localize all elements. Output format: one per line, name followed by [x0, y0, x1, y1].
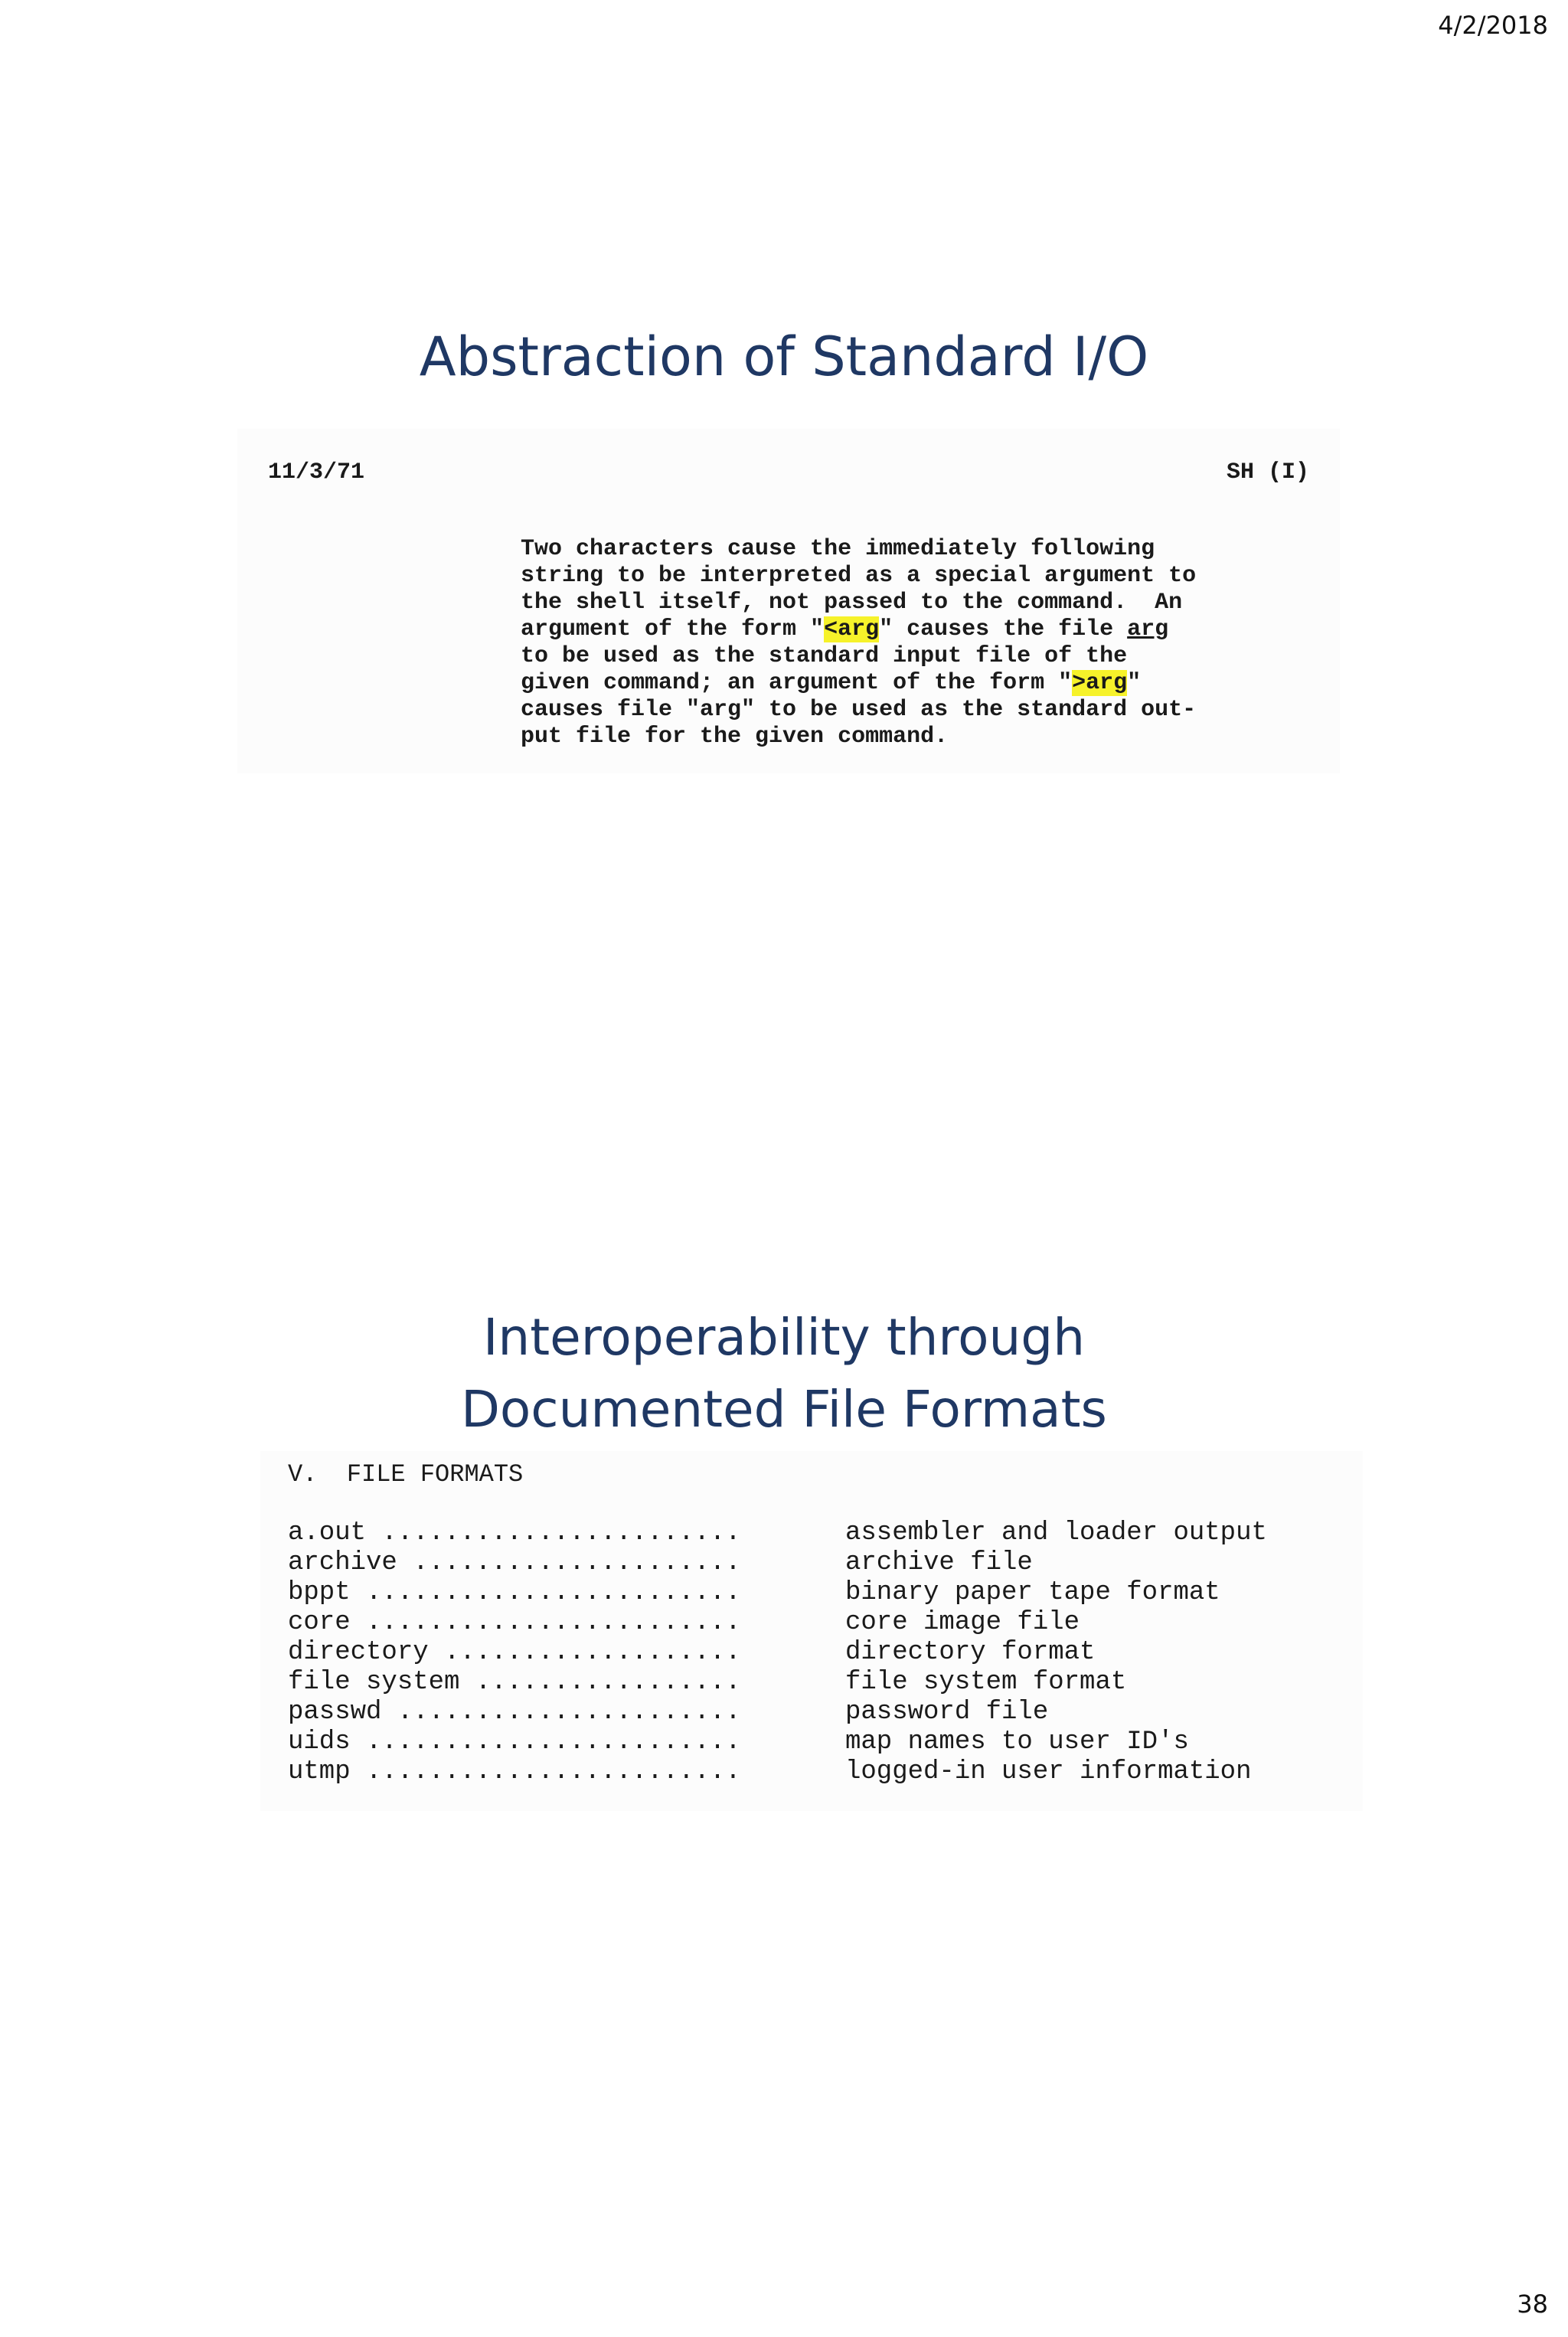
format-description: binary paper tape format: [845, 1578, 1220, 1607]
scan-line: causes file "arg" to be used as the standard out-: [521, 697, 1197, 723]
scan-line: the shell itself, not passed to the command. An: [521, 590, 1183, 616]
table-row: [288, 1727, 1267, 1757]
slide-title-standard-io: Abstraction of Standard I/O: [419, 325, 1149, 388]
scan-line: string to be interpreted as a special argument to: [521, 563, 1197, 589]
format-name: archive .....................: [288, 1548, 741, 1577]
format-name: utmp ........................: [288, 1757, 741, 1786]
scan-line: [521, 616, 1196, 643]
format-name: a.out .......................: [288, 1518, 741, 1548]
title-line: Interoperability through: [482, 1308, 1086, 1367]
format-name: directory ...................: [288, 1638, 741, 1667]
scan-text: argument of the form ": [521, 616, 825, 642]
format-description: file system format: [845, 1668, 1127, 1697]
scan-line: Two characters cause the immediately following: [521, 536, 1155, 562]
table-row: [288, 1638, 1267, 1668]
scan-line: to be used as the standard input file of the: [521, 643, 1128, 669]
format-description: archive file: [845, 1548, 1033, 1577]
scanned-file-formats-page: [260, 1451, 1363, 1811]
scan-line: put file for the given command.: [521, 724, 949, 750]
page-date: 4/2/2018: [1438, 11, 1548, 40]
format-name: core ........................: [288, 1608, 741, 1637]
scanned-sh-manual-page: [237, 429, 1340, 773]
scan-text: given command; an argument of the form ": [521, 670, 1073, 696]
format-description: assembler and loader output: [845, 1518, 1267, 1548]
page-number: 38: [1517, 2290, 1548, 2319]
scan-date: 11/3/71: [268, 459, 365, 485]
format-name: file system .................: [288, 1668, 741, 1697]
format-description: map names to user ID's: [845, 1727, 1189, 1757]
scan-text: " causes the file: [879, 616, 1128, 642]
table-row: [288, 1548, 1267, 1578]
underlined-arg: arg: [1127, 616, 1169, 642]
highlight-output-redirect: >arg: [1072, 670, 1128, 696]
format-description: password file: [845, 1698, 1049, 1727]
format-description: directory format: [845, 1638, 1096, 1667]
format-name: bppt ........................: [288, 1578, 741, 1607]
slide-title-file-formats: [0, 1302, 1568, 1446]
table-row: [288, 1668, 1267, 1698]
scan-line: [521, 670, 1196, 697]
table-row: [288, 1518, 1267, 1548]
format-description: core image file: [845, 1608, 1080, 1637]
table-row: [288, 1608, 1267, 1638]
title-line: Documented File Formats: [461, 1380, 1107, 1439]
file-formats-table: [288, 1518, 1267, 1787]
file-formats-heading: V. FILE FORMATS: [288, 1460, 524, 1489]
scan-text: ": [1127, 670, 1142, 696]
table-row: [288, 1757, 1267, 1787]
table-row: [288, 1698, 1267, 1727]
format-name: uids ........................: [288, 1727, 741, 1757]
scan-section-label: SH (I): [1226, 459, 1309, 485]
highlight-input-redirect: <arg: [824, 616, 880, 642]
format-description: logged-in user information: [845, 1757, 1252, 1786]
format-name: passwd ......................: [288, 1698, 741, 1727]
scan-paragraph: [521, 536, 1196, 750]
table-row: [288, 1578, 1267, 1608]
